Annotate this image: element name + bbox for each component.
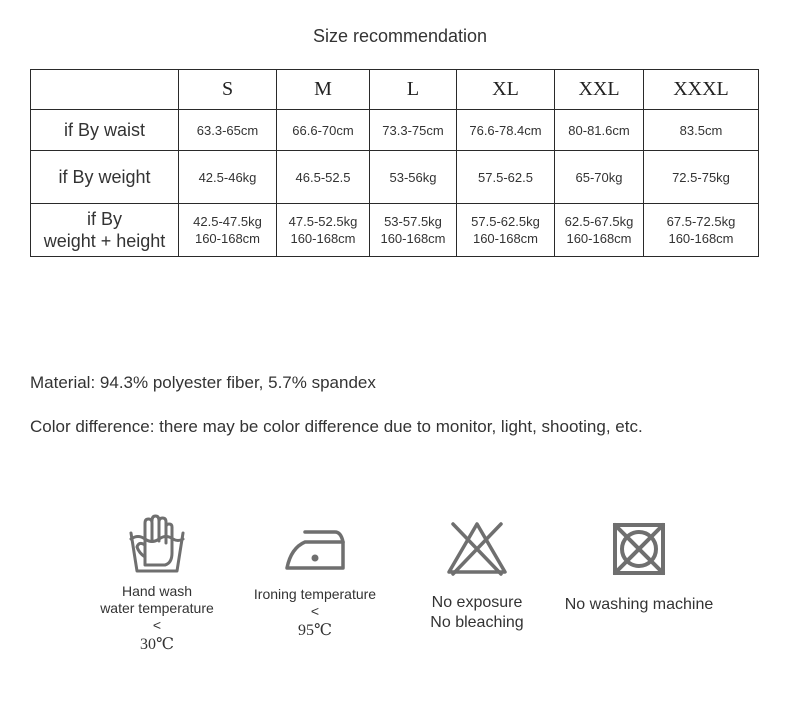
weight-cell-xxxl: 72.5-75kg: [644, 151, 759, 204]
ironing-line1: Ironing temperature: [253, 586, 377, 602]
care-ironing: [240, 524, 390, 640]
wh-weight: 47.5-52.5kg: [288, 214, 358, 229]
size-header-xxxl: XXXL: [644, 70, 759, 110]
weight-cell-m: 46.5-52.5: [277, 151, 370, 204]
hand-wash-icon: [127, 513, 187, 575]
size-header-l: L: [370, 70, 457, 110]
material-text: Material: 94.3% polyester fiber, 5.7% spandex: [30, 373, 376, 392]
table-row-waist: [31, 110, 759, 151]
waist-cell-xxl: 80-81.6cm: [555, 110, 644, 151]
no-machine-line1: No washing machine: [564, 596, 714, 613]
care-no-bleach: [410, 520, 544, 633]
table-row-weight: [31, 151, 759, 204]
waist-cell-xl: 76.6-78.4cm: [457, 110, 555, 151]
row-label-line2: weight + height: [43, 231, 166, 251]
row-label-waist: if By waist: [31, 110, 179, 151]
no-bleach-line2: No bleaching: [430, 614, 524, 631]
wh-cell-xxl: [555, 204, 644, 257]
no-bleach-line1: No exposure: [431, 594, 523, 611]
waist-cell-s: 63.3-65cm: [179, 110, 277, 151]
hand-wash-temp: 30℃: [140, 636, 174, 653]
size-header-s: S: [179, 70, 277, 110]
row-label-weight: if By weight: [31, 151, 179, 204]
wh-cell-m: [277, 204, 370, 257]
header-empty-cell: [31, 70, 179, 110]
wh-cell-xl: [457, 204, 555, 257]
weight-cell-s: 42.5-46kg: [179, 151, 277, 204]
waist-cell-l: 73.3-75cm: [370, 110, 457, 151]
wh-height: 160-168cm: [566, 231, 632, 246]
color-difference-text: Color difference: there may be color difference due to monitor, light, shooting, etc.: [30, 417, 643, 436]
care-hand-wash: [84, 513, 230, 654]
wh-weight: 62.5-67.5kg: [564, 214, 634, 229]
size-table: [30, 69, 759, 257]
weight-cell-xxl: 65-70kg: [555, 151, 644, 204]
wh-height: 160-168cm: [380, 231, 446, 246]
table-header-row: [31, 70, 759, 110]
care-no-machine: [550, 520, 728, 615]
waist-cell-m: 66.6-70cm: [277, 110, 370, 151]
ironing-symbol: <: [310, 603, 320, 619]
no-bleach-icon: [445, 520, 509, 576]
table-row-weight-height: [31, 204, 759, 257]
size-header-m: M: [277, 70, 370, 110]
wh-weight: 53-57.5kg: [384, 214, 442, 229]
wh-weight: 42.5-47.5kg: [193, 214, 262, 229]
wh-height: 160-168cm: [290, 231, 356, 246]
weight-cell-l: 53-56kg: [370, 151, 457, 204]
page-title: Size recommendation: [312, 26, 488, 46]
hand-wash-line2: water temperature: [100, 600, 214, 616]
row-label-line1: if By: [86, 209, 122, 229]
weight-cell-xl: 57.5-62.5: [457, 151, 555, 204]
wh-weight: 67.5-72.5kg: [666, 214, 736, 229]
row-label-weight-height: [31, 204, 179, 257]
no-tumble-dry-icon: [610, 520, 668, 578]
waist-cell-xxxl: 83.5cm: [644, 110, 759, 151]
wh-cell-l: [370, 204, 457, 257]
hand-wash-line1: Hand wash: [121, 583, 193, 599]
wh-cell-s: [179, 204, 277, 257]
wh-weight: 57.5-62.5kg: [471, 214, 540, 229]
wh-height: 160-168cm: [194, 231, 261, 246]
size-header-xxl: XXL: [555, 70, 644, 110]
wh-cell-xxxl: [644, 204, 759, 257]
wh-height: 160-168cm: [472, 231, 539, 246]
hand-wash-symbol: <: [152, 617, 162, 633]
wh-height: 160-168cm: [668, 231, 734, 246]
size-header-xl: XL: [457, 70, 555, 110]
iron-icon: [283, 524, 347, 572]
ironing-temp: 95℃: [298, 622, 332, 639]
